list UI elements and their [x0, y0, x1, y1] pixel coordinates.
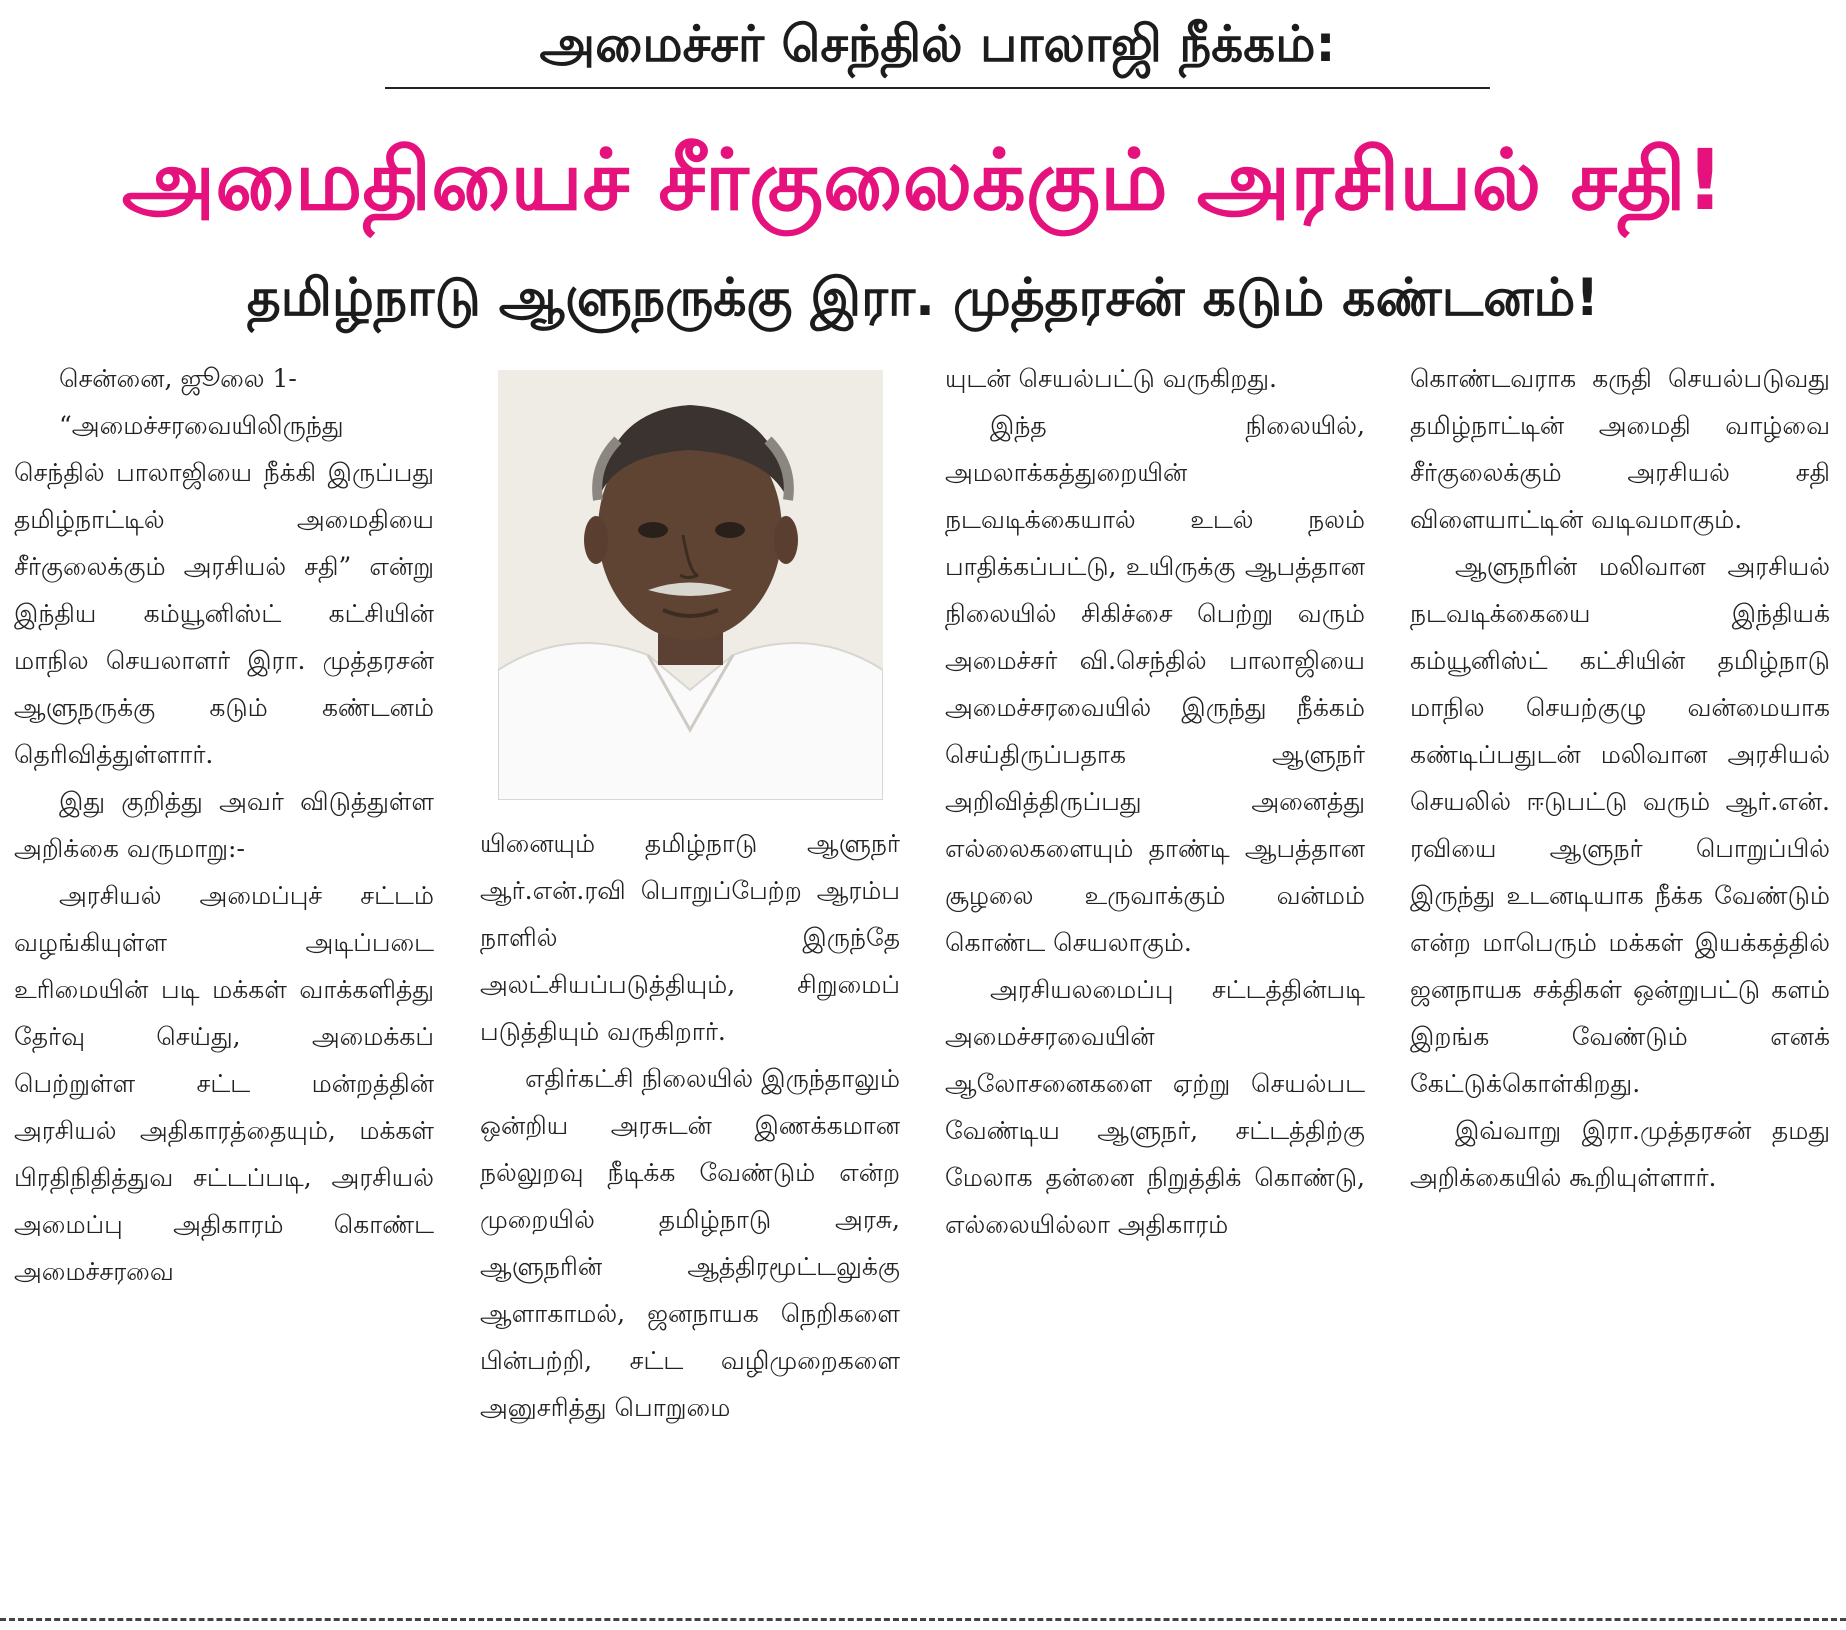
kicker-underline: [385, 87, 1490, 89]
paragraph: அரசியலமைப்பு சட்டத்தின்படி அமைச்சரவையின் ஆலோசனைகளை ஏற்று செயல்பட வேண்டிய ஆளுநர், சட்டத்திற்கு மேலாக தன்னை நிறுத்திக் கொண்டு, எல்லையில்லா அதிகாரம்: [945, 975, 1365, 1239]
bottom-divider: [0, 1618, 1846, 1621]
paragraph: அரசியல் அமைப்புச் சட்டம் வழங்கியுள்ள அடிப்படை உரிமையின் படி மக்கள் வாக்களித்து தேர்வு செய்து, அமைக்கப் பெற்றுள்ள சட்ட மன்றத்தின் அரசியல் அதிகாரத்தையும், மக்கள் பிரதிநிதித்துவ சட்டப்படி, அரசியல் அமைப்பு அதிகாரம் கொண்ட அமைச்சரவை: [14, 881, 434, 1286]
paragraph: “அமைச்சரவையிலிருந்து செந்தில் பாலாஜியை நீக்கி இருப்பது தமிழ்நாட்டில் அமைதியை சீர்குலைக்கும் அரசியல் சதி” என்று இந்திய கம்யூனிஸ்ட் கட்சியின் மாநில செயலாளர் இரா. முத்தரசன் ஆளுநருக்கு கடும் கண்டனம் தெரிவித்துள்ளார்.: [14, 411, 434, 769]
article-column-1: [14, 355, 434, 1585]
paragraph: இது குறித்து அவர் விடுத்துள்ள அறிக்கை வருமாறு:-: [14, 787, 434, 863]
article-headline: அமைதியைச் சீர்குலைக்கும் அரசியல் சதி!: [121, 131, 1725, 229]
article-subheadline: தமிழ்நாடு ஆளுநருக்கு இரா. முத்தரசன் கடும் கண்டனம்!: [246, 268, 1600, 328]
article-kicker: அமைச்சர் செந்தில் பாலாஜி நீக்கம்:: [539, 15, 1336, 73]
paragraph: கொண்டவராக கருதி செயல்படுவது தமிழ்நாட்டின் அமைதி வாழ்வை சீர்குலைக்கும் அரசியல் சதி விளையாட்டின் வடிவமாகும்.: [1410, 364, 1830, 534]
dateline: சென்னை, ஜூலை 1-: [59, 364, 297, 393]
paragraph: இந்த நிலையில், அமலாக்கத்துறையின் நடவடிக்கையால் உடல் நலம் பாதிக்கப்பட்டு, உயிருக்கு ஆபத்தான நிலையில் சிகிச்சை பெற்று வரும் அமைச்சர் வி.செந்தில் பாலாஜியை அமைச்சரவையில் இருந்து நீக்கம் செய்திருப்பதாக ஆளுநர் அறிவித்திருப்பது அனைத்து எல்லைகளையும் தாண்டி ஆபத்தான சூழலை உருவாக்கும் வன்மம் கொண்ட செயலாகும்.: [945, 411, 1365, 957]
article-column-3: [945, 355, 1365, 1585]
politician-photo: [498, 370, 883, 800]
paragraph: எதிர்கட்சி நிலையில் இருந்தாலும் ஒன்றிய அரசுடன் இணக்கமான நல்லுறவு நீடிக்க வேண்டும் என்ற முறையில் தமிழ்நாடு அரசு, ஆளுநரின் ஆத்திரமூட்டலுக்கு ஆளாகாமல், ஜனநாயக நெறிகளை பின்பற்றி, சட்ட வழிமுறைகளை அனுசரித்து பொறுமை: [480, 1064, 900, 1422]
article-column-4: [1410, 355, 1830, 1585]
paragraph: யினையும் தமிழ்நாடு ஆளுநர் ஆர்.என்.ரவி பொறுப்பேற்ற ஆரம்ப நாளில் இருந்தே அலட்சியப்படுத்தியும், சிறுமைப் படுத்தியும் வருகிறார்.: [480, 829, 900, 1046]
paragraph: ஆளுநரின் மலிவான அரசியல் நடவடிக்கையை இந்தியக் கம்யூனிஸ்ட் கட்சியின் தமிழ்நாடு மாநில செயற்குழு வன்மையாக கண்டிப்பதுடன் மலிவான அரசியல் செயலில் ஈடுபட்டு வரும் ஆர்.என். ரவியை ஆளுநர் பொறுப்பில் இருந்து உடனடியாக நீக்க வேண்டும் என்ற மாபெரும் மக்கள் இயக்கத்தில் ஜனநாயக சக்திகள் ஒன்றுபட்டு களம் இறங்க வேண்டும் எனக் கேட்டுக்கொள்கிறது.: [1410, 552, 1830, 1098]
article-column-2: [480, 820, 900, 1585]
paragraph: இவ்வாறு இரா.முத்தரசன் தமது அறிக்கையில் கூறியுள்ளார்.: [1410, 1116, 1830, 1192]
paragraph: யுடன் செயல்பட்டு வருகிறது.: [945, 364, 1277, 393]
portrait-image: [498, 370, 883, 800]
